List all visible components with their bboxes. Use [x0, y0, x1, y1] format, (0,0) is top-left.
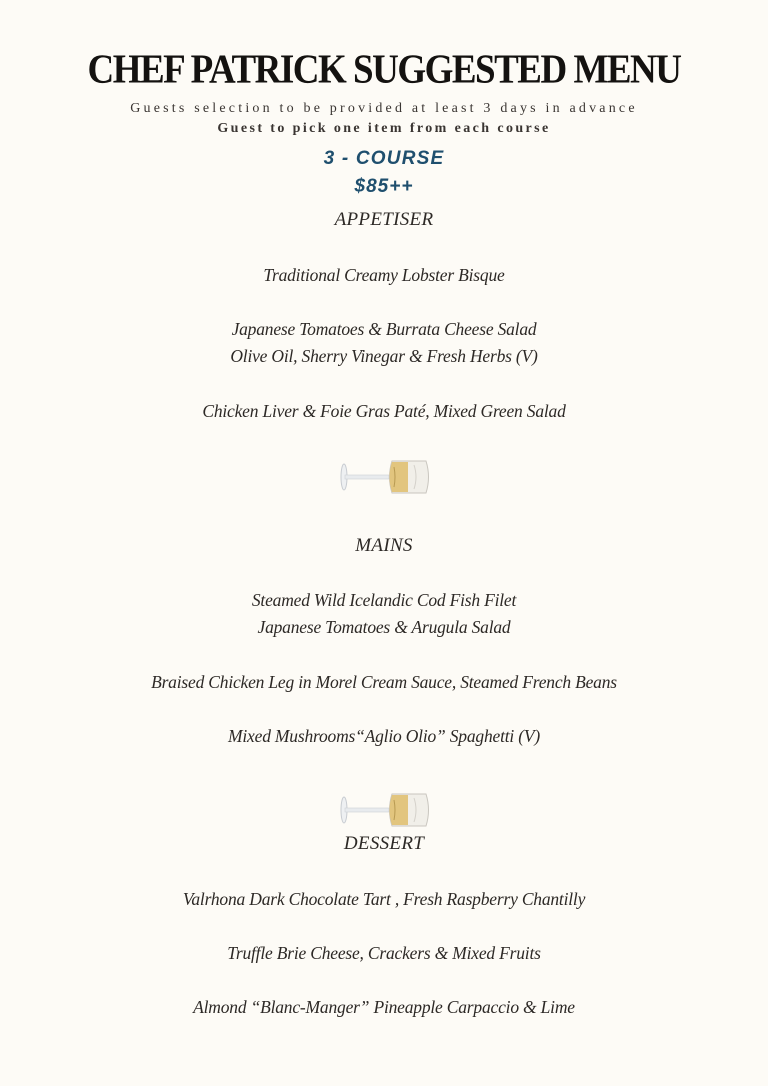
mains-item-3 — [0, 723, 768, 750]
wine-glass-icon — [336, 455, 432, 503]
appetiser-heading: APPETISER — [334, 209, 434, 230]
item-line: Truffle Brie Cheese, Crackers & Mixed Fruits — [227, 943, 541, 963]
item-line: Olive Oil, Sherry Vinegar & Fresh Herbs (V) — [230, 346, 538, 366]
dessert-item-3 — [0, 994, 768, 1021]
dessert-heading: DESSERT — [343, 833, 425, 854]
item-line: Almond “Blanc-Manger” Pineapple Carpaccio & Lime — [193, 997, 575, 1017]
advance-notice: Guests selection to be provided at least 3 days in advance — [130, 101, 638, 116]
selection-instruction: Guest to pick one item from each course — [217, 121, 551, 136]
item-line: Traditional Creamy Lobster Bisque — [263, 265, 505, 285]
mains-item-1 — [0, 587, 768, 641]
mains-heading: MAINS — [355, 535, 413, 556]
item-line: Valrhona Dark Chocolate Tart , Fresh Raspberry Chantilly — [182, 889, 586, 909]
item-line: Japanese Tomatoes & Arugula Salad — [257, 617, 511, 637]
item-line: Chicken Liver & Foie Gras Paté, Mixed Green Salad — [202, 401, 566, 421]
item-line: Mixed Mushrooms“Aglio Olio” Spaghetti (V) — [228, 726, 540, 746]
wine-glass-icon — [336, 788, 432, 836]
appetiser-item-3 — [0, 398, 768, 425]
dessert-item-1 — [0, 886, 768, 913]
item-line: Japanese Tomatoes & Burrata Cheese Salad — [231, 319, 537, 339]
item-line: Steamed Wild Icelandic Cod Fish Filet — [251, 590, 517, 610]
appetiser-item-2 — [0, 316, 768, 370]
dessert-item-2 — [0, 940, 768, 967]
course-label: 3 - COURSE — [323, 148, 445, 169]
appetiser-item-1 — [0, 262, 768, 289]
price-label: $85++ — [354, 176, 414, 197]
mains-item-2 — [0, 669, 768, 696]
menu-title: CHEF PATRICK SUGGESTED MENU — [87, 46, 681, 93]
item-line: Braised Chicken Leg in Morel Cream Sauce, Steamed French Beans — [151, 672, 617, 692]
